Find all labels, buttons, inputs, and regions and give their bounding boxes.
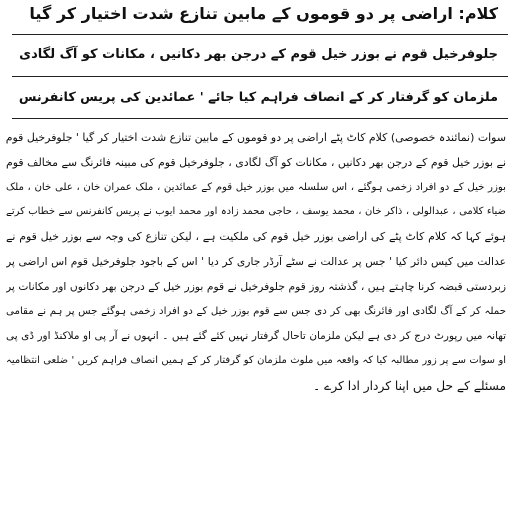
article-line: نے بوزر خیل قوم کے درجن بھر دکانیں ، مکانات کو آگ لگادی ، جلوفرخیل قوم کی مبینہ فائرنگ سے مخالف قوم: [6, 155, 506, 169]
article-line: تھانہ میں رپورٹ درج کر دی ہے لیکن ملزمان تاحال گرفتار نہیں کئے گئے ہیں ۔ انہوں نے آر پی او ملاکنڈ اور ڈی پی: [6, 330, 506, 343]
headline-divider-2: [12, 76, 508, 77]
article-body: [6, 126, 506, 506]
article-line-last: مسئلے کے حل میں اپنا کردار ادا کرے ۔: [313, 378, 506, 393]
article-line: سوات (نمائندہ خصوصی) کلام کاٹ پٹے اراضی پر دو قوموں کے مابین تنازع شدت اختیار کر گیا ' جلوفرخیل قوم: [6, 131, 506, 144]
article-line: عدالت میں کیس دائر کیا ' جس پر عدالت نے سٹے آرڈر جاری کر دیا ' اس کے باجود جلوفرخیل قوم اس اراضی پر: [6, 254, 506, 268]
article-line: بوزر خیل کے دو افراد زخمی ہوگئے ، اس سلسلہ میں بوزر خیل قوم کے عمائدین ، ملک عمران خان ، علی خان ، ملک: [6, 181, 506, 193]
headline-divider-3: [12, 118, 508, 119]
headline-sub-2: ملزمان کو گرفتار کر کے انصاف فراہم کیا جائے ' عمائدین کی پریس کانفرنس: [18, 90, 498, 105]
article-line: حملہ کر کے آگ لگادی اور فائرنگ بھی کر دی جس سے قوم بوزر خیل کے دو افراد زخمی ہوگئے جس پر ہم نے مقامی: [6, 305, 506, 317]
article-line: ضیاء کلامی ، عبدالولی ، ذاکر خان ، محمد یوسف ، حاجی محمد زادہ اور محمد ایوب نے پریس کانفرنس سے خطاب کرتے: [6, 206, 506, 218]
headline-divider-1: [12, 34, 508, 35]
headline-main: کلام: اراضی پر دو قوموں کے مابین تنازع شدت اختیار کر گیا: [29, 4, 498, 23]
article-line: ہوئے کہا کہ کلام کاٹ پٹے کی اراضی بوزر خیل قوم کی ملکیت ہے ، لیکن تنازع کی وجہ سے بوزر خیل قوم نے: [6, 230, 506, 244]
article-line: او سوات سے پر زور مطالبہ کیا کہ واقعہ میں ملوث ملزمان کو گرفتار کر کے ہمیں انصاف فراہم کریں ' ضلعی انتظامیہ: [6, 355, 506, 367]
article-line: زبردستی قبضہ کرنا چاہتے ہیں ، گذشتہ روز قوم جلوفرخیل نے قوم بوزر خیل کے درجن بھر دکانوں اور مکانات پر: [6, 279, 506, 293]
headline-sub-1: جلوفرخیل قوم نے بوزر خیل قوم کے درجن بھر دکانیں ، مکانات کو آگ لگادی: [19, 47, 498, 62]
